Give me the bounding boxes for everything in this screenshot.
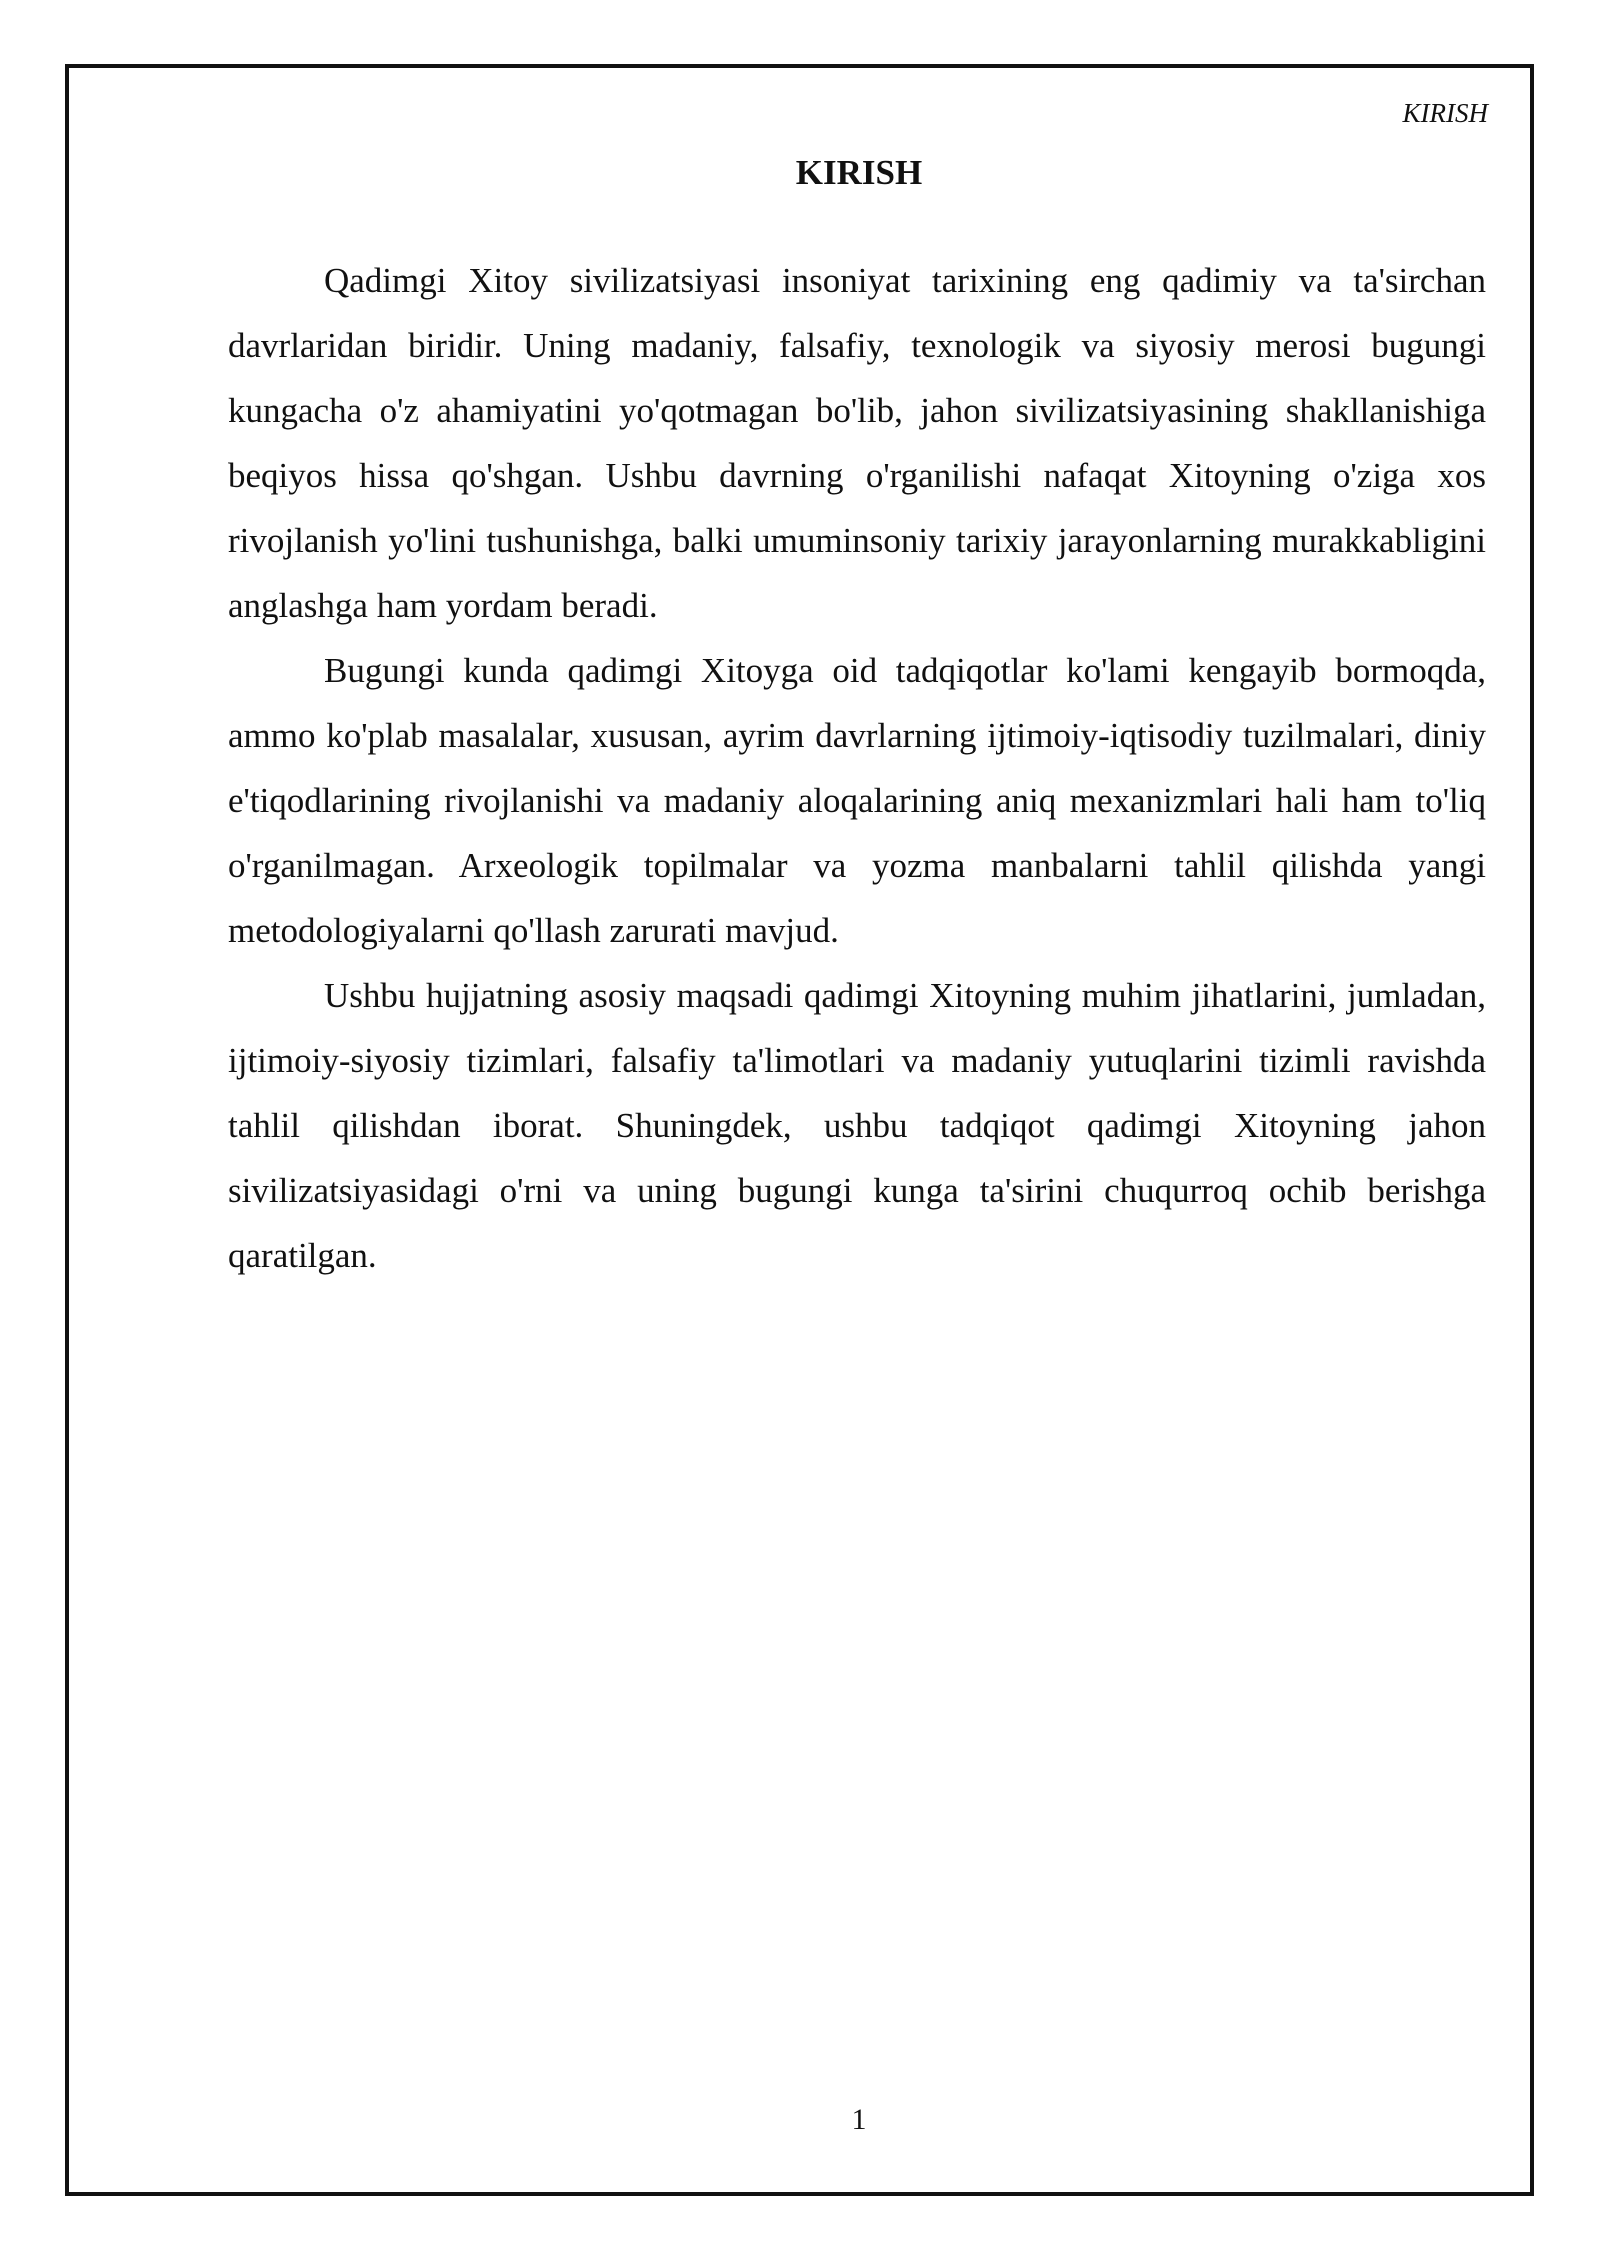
paragraph-1: Qadimgi Xitoy sivilizatsiyasi insoniyat tarixining eng qadimiy va ta'sirchan davrlaridan biridir. Uning madaniy, falsafiy, texnologik va siyosiy merosi bugungi kungacha o'z ahamiyatini yo'qotmagan bo'lib, jahon sivilizatsiyasining shakllanishiga beqiyos hissa qo'shgan. Ushbu davrning o'rganilishi nafaqat Xitoyning o'ziga xos rivojlanish yo'lini tushunishga, balki umuminsoniy tarixiy jarayonlarning murakkabligini anglashga ham yordam beradi. xyxy=(228,261,1486,625)
page-number: 1 xyxy=(851,2103,867,2136)
body-text xyxy=(228,248,1486,1288)
running-header: KIRISH xyxy=(1402,98,1488,128)
section-title: KIRISH xyxy=(795,153,923,192)
paragraph-2: Bugungi kunda qadimgi Xitoyga oid tadqiqotlar ko'lami kengayib bormoqda, ammo ko'plab masalalar, xususan, ayrim davrlarning ijtimoiy-iqtisodiy tuzilmalari, diniy e'tiqodlarining rivojlanishi va madaniy aloqalarining aniq mexanizmlari hali ham to'liq o'rganilmagan. Arxeologik topilmalar va yozma manbalarni tahlil qilishda yangi metodologiyalarni qo'llash zarurati mavjud. xyxy=(228,651,1486,950)
paragraph-3: Ushbu hujjatning asosiy maqsadi qadimgi Xitoyning muhim jihatlarini, jumladan, ijtimoiy-siyosiy tizimlari, falsafiy ta'limotlari va madaniy yutuqlarini tizimli ravishda tahlil qilishdan iborat. Shuningdek, ushbu tadqiqot qadimgi Xitoyning jahon sivilizatsiyasidagi o'rni va uning bugungi kunga ta'sirini chuqurroq ochib berishga qaratilgan. xyxy=(228,976,1486,1275)
